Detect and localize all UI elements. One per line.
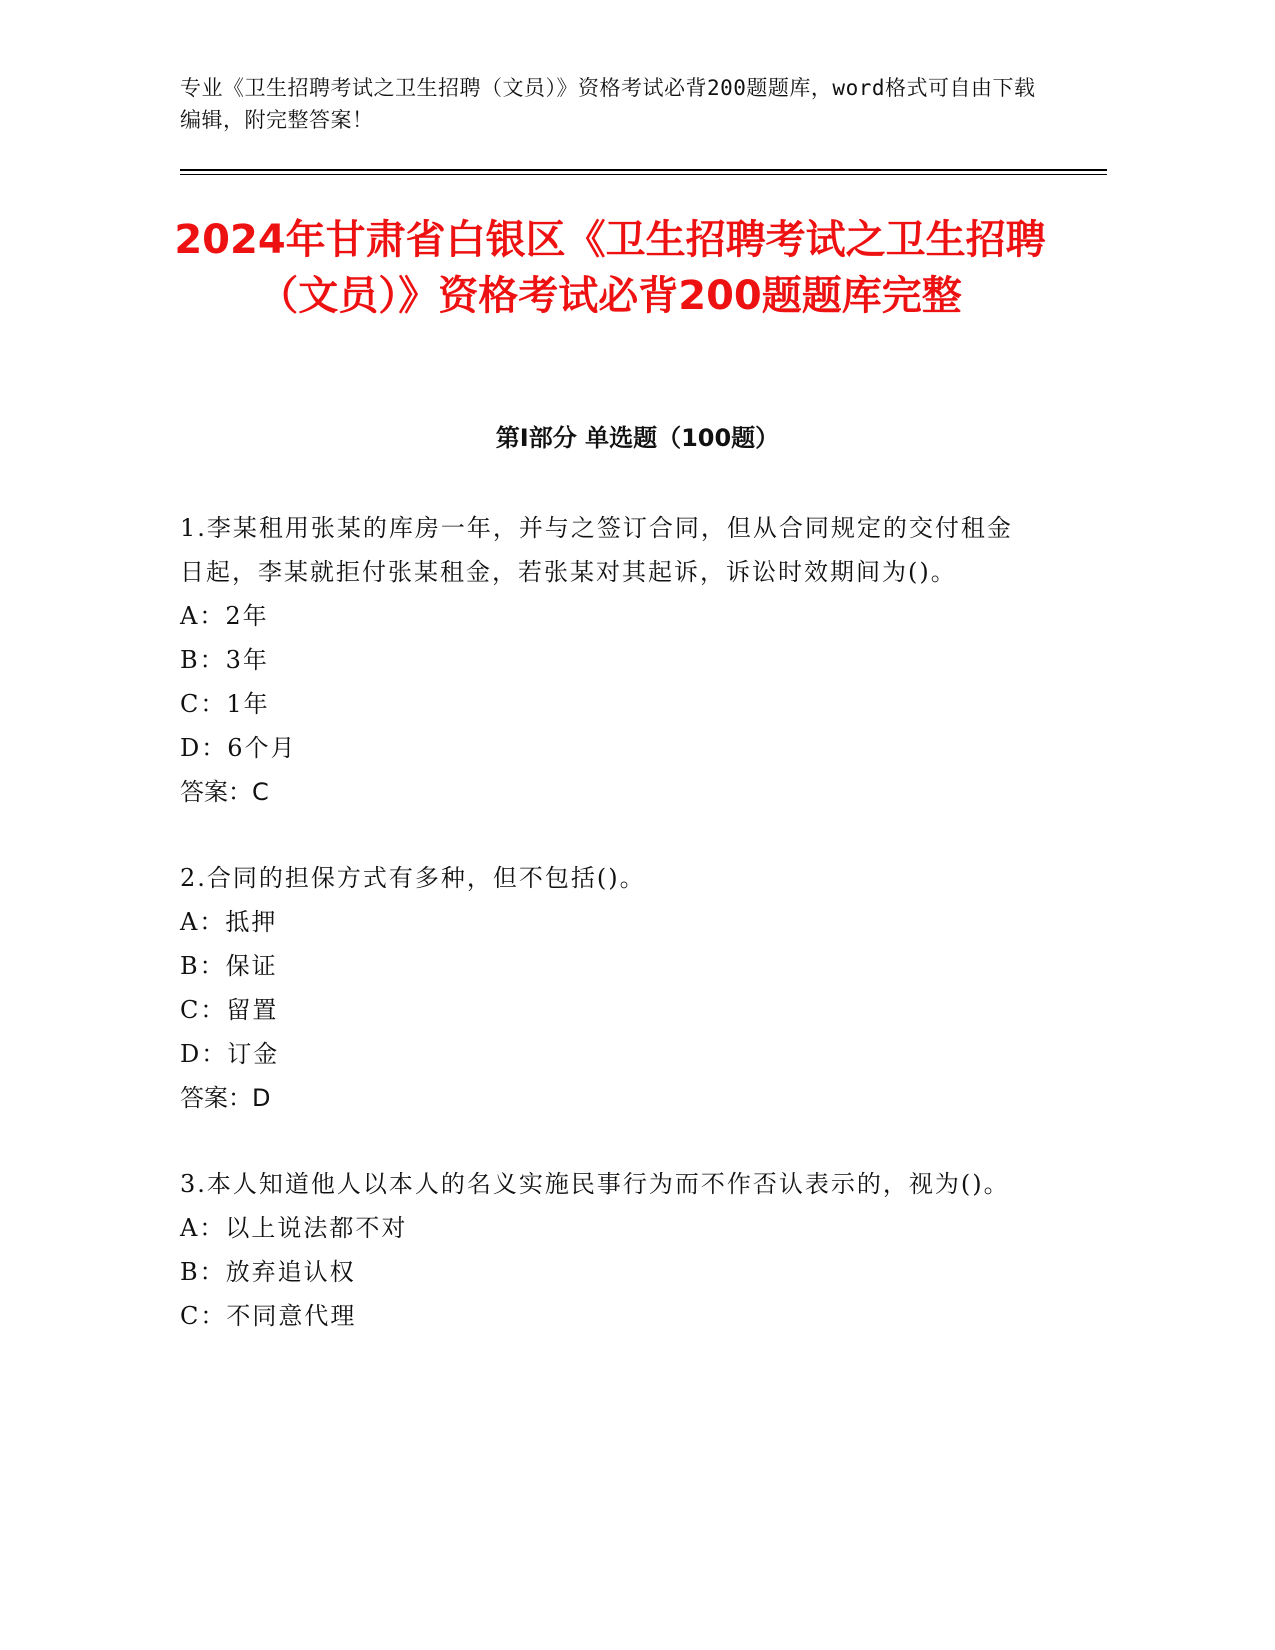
option-d: D：6个月: [180, 734, 297, 762]
option-b: B：放弃追认权: [180, 1258, 356, 1286]
document-title: 2024年甘肃省白银区《卫生招聘考试之卫生招聘（文员）》资格考试必背200题题库完整: [174, 217, 1046, 319]
question-1: [180, 506, 1020, 814]
answer: 答案：C: [180, 778, 269, 806]
section-title: 第I部分 单选题（100题）: [495, 424, 780, 452]
option-a: A：抵押: [180, 908, 278, 936]
option-c: C：不同意代理: [180, 1302, 357, 1330]
question-stem: 3.本人知道他人以本人的名义实施民事行为而不作否认表示的，视为()。: [180, 1170, 1010, 1198]
option-b: B：3年: [180, 646, 269, 674]
option-c: C：1年: [180, 690, 270, 718]
question-3: [180, 1162, 1020, 1338]
question-stem: 1.李某租用张某的库房一年，并与之签订合同，但从合同规定的交付租金日起，李某就拒付张某租金，若张某对其起诉，诉讼时效期间为()。: [180, 514, 1013, 586]
question-stem: 2.合同的担保方式有多种，但不包括()。: [180, 864, 646, 892]
option-a: A：2年: [180, 602, 269, 630]
question-list: [180, 506, 1020, 1380]
option-a: A：以上说法都不对: [180, 1214, 408, 1242]
question-2: [180, 856, 1020, 1120]
answer: 答案：D: [180, 1084, 271, 1112]
header-divider-thick: [180, 169, 1107, 171]
header-note: 专业《卫生招聘考试之卫生招聘（文员）》资格考试必背200题题库，word格式可自由下载编辑，附完整答案！: [180, 76, 1036, 132]
option-d: D：订金: [180, 1040, 280, 1068]
option-c: C：留置: [180, 996, 279, 1024]
header-divider-thin: [180, 174, 1107, 175]
option-b: B：保证: [180, 952, 278, 980]
